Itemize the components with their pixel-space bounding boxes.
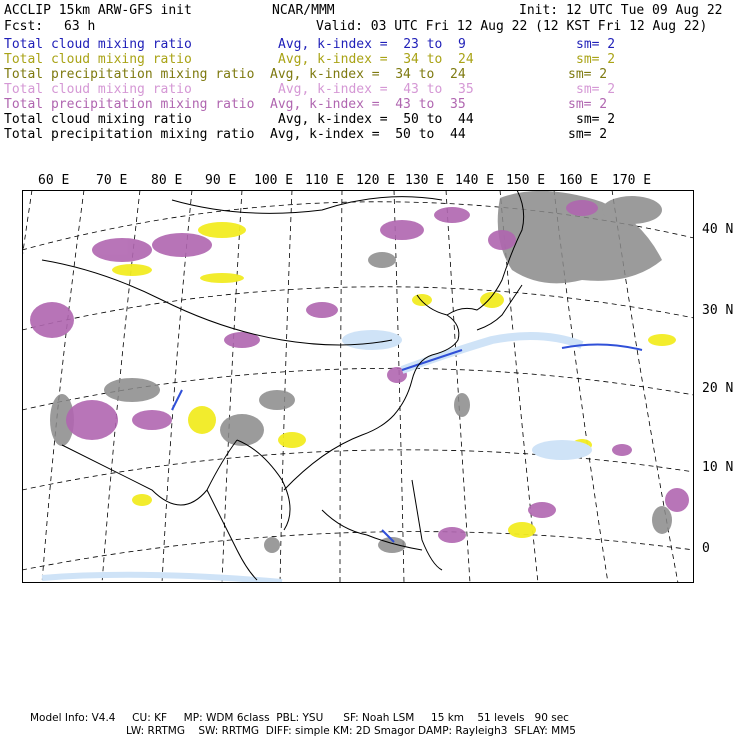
fcst-value: 63 h	[64, 19, 96, 34]
legend-sm: sm= 2	[568, 67, 608, 82]
init-time: Init: 12 UTC Tue 09 Aug 22	[519, 3, 723, 18]
lat-label: 40 N	[702, 222, 734, 237]
legend-avg: Avg, k-index = 23 to 9	[278, 37, 466, 52]
legend-avg: Avg, k-index = 34 to 24	[278, 52, 474, 67]
forecast-map	[22, 190, 694, 583]
lon-label: 120 E	[356, 173, 396, 188]
legend-field: Total precipitation mixing ratio	[4, 97, 255, 112]
legend-field: Total cloud mixing ratio	[4, 52, 192, 67]
lon-label: 170 E	[612, 173, 652, 188]
lat-label: 20 N	[702, 381, 734, 396]
legend-field: Total cloud mixing ratio	[4, 112, 192, 127]
legend-sm: sm= 2	[576, 52, 616, 67]
lat-label: 10 N	[702, 460, 734, 475]
legend-avg: Avg, k-index = 43 to 35	[270, 97, 466, 112]
legend-sm: sm= 2	[568, 97, 608, 112]
lon-label: 100 E	[254, 173, 294, 188]
lon-label: 90 E	[205, 173, 237, 188]
model-title: ACCLIP 15km ARW-GFS init	[4, 3, 192, 18]
legend-sm: sm= 2	[576, 82, 616, 97]
lon-label: 70 E	[96, 173, 128, 188]
legend-avg: Avg, k-index = 50 to 44	[278, 112, 474, 127]
valid-time: Valid: 03 UTC Fri 12 Aug 22 (12 KST Fri 12 Aug 22)	[316, 19, 708, 34]
model-info-line: Model Info: V4.4 CU: KF MP: WDM 6class PBL: YSU SF: Noah LSM 15 km 51 levels 90 sec	[30, 712, 569, 724]
lon-label: 130 E	[405, 173, 445, 188]
legend-avg: Avg, k-index = 50 to 44	[270, 127, 466, 142]
lat-label: 0	[702, 541, 710, 556]
fcst-label: Fcst:	[4, 19, 44, 34]
lon-label: 150 E	[506, 173, 546, 188]
lon-label: 140 E	[455, 173, 495, 188]
center-label: NCAR/MMM	[272, 3, 335, 18]
legend-field: Total precipitation mixing ratio	[4, 67, 255, 82]
legend-sm: sm= 2	[568, 127, 608, 142]
legend-sm: sm= 2	[576, 112, 616, 127]
legend-avg: Avg, k-index = 34 to 24	[270, 67, 466, 82]
legend-field: Total precipitation mixing ratio	[4, 127, 255, 142]
lat-label: 30 N	[702, 303, 734, 318]
lon-label: 110 E	[305, 173, 345, 188]
legend-sm: sm= 2	[576, 37, 616, 52]
legend-avg: Avg, k-index = 43 to 35	[278, 82, 474, 97]
legend-field: Total cloud mixing ratio	[4, 37, 192, 52]
lon-label: 80 E	[151, 173, 183, 188]
lon-label: 160 E	[559, 173, 599, 188]
legend-field: Total cloud mixing ratio	[4, 82, 192, 97]
physics-info-line: LW: RRTMG SW: RRTMG DIFF: simple KM: 2D Smagor DAMP: Rayleigh3 SFLAY: MM5	[126, 725, 576, 737]
lon-label: 60 E	[38, 173, 70, 188]
